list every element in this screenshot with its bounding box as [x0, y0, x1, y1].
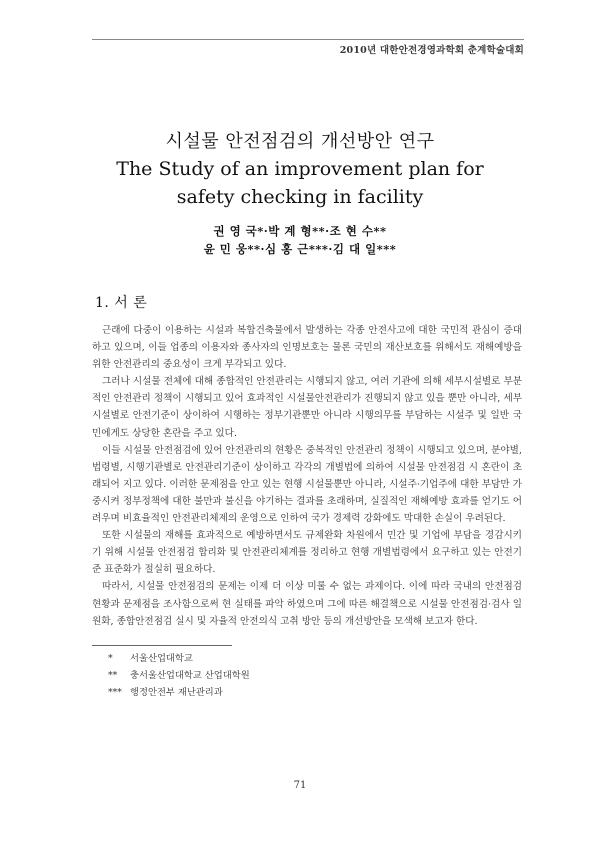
- authors-line1: 권 영 국*·박 계 형**·조 현 수**: [213, 224, 387, 238]
- conference-header: 2010년 대한안전경영과학회 춘계학술대회: [339, 45, 524, 56]
- title-korean: 시설물 안전점검의 개선방안 연구: [165, 131, 435, 152]
- paragraph-4: 또한 시설물의 재해를 효과적으로 예방하면서도 규제완화 차원에서 민간 및 기업에 부담을 경감시키기 위해 시설물 안전점검 합리화 및 안전관리체계를 정리하고 현행 개별법령에서 요구하고 있는 안전기준 표준화가 절실히 필요하다.: [92, 530, 522, 576]
- title-english-line1: The Study of an improvement plan for: [116, 158, 484, 180]
- footnote-text: 서울산업대학교: [130, 653, 193, 664]
- paragraph-3: 이들 시설물 안전점검에 있어 안전관리의 현황은 중복적인 안전관리 정책이 시행되고 있으며, 분야별, 법령별, 시행기관별로 안전관리기준이 상이하고 각각의 개별법에 의하여 시설물 안전점검 시 혼란이 초래되어 지고 있다. 이러한 문제점을 안고 있는 현행 시설물뿐만 아니라, 시설주·기업주에 대한 부담만 가중시켜 정부정책에 대한 불만과 불신을 야기하는 결과를 초래하며, 실질적인 재해예방 효과를 얻기도 어려우며 비효율적인 안전관리체제의 운영으로 인하여 국가 경제력 강화에도 막대한 손실이 우려된다.: [92, 444, 522, 525]
- footnote-mark: *: [108, 653, 113, 664]
- footnote-mark: ***: [108, 687, 122, 698]
- footnote-text: 행정안전부 재난관리과: [130, 687, 223, 698]
- paragraph-2: 그러나 시설물 전체에 대해 종합적인 안전관리는 시행되지 않고, 여러 기관에 의해 세부시설별로 부분적인 안전관리 정책이 시행되고 있어 효과적인 시설물안전관리가 진행되지 않고 있을 뿐만 아니라, 세부시설별로 안전기준이 상이하여 시행하는 정부기관뿐만 아니라 시행의무를 부담하는 시설주 및 일반 국민에게도 상당한 혼란을 주고 있다.: [92, 376, 522, 439]
- footnote-text: 충서울산업대학교 산업대학원: [130, 670, 250, 681]
- header-rule: [92, 39, 524, 40]
- paragraph-5: 따라서, 시설물 안전점검의 문제는 이제 더 이상 미룰 수 없는 과제이다. 이에 따라 국내의 안전점검 현황과 문제점을 조사함으로써 현 실태를 파악 하였으며 그에 따른 해결책으로 시설물 안전점검·검사 일원화, 종합안전점검 실시 및 자율적 안전의식 고취 방안 등의 개선방안을 모색해 보고자 한다.: [92, 581, 522, 627]
- footnote-mark: **: [108, 670, 118, 681]
- footnote-item: [108, 667, 250, 684]
- footnote-item: [108, 684, 250, 701]
- footnotes: [108, 650, 250, 701]
- footnote-item: [108, 650, 250, 667]
- title-english-line2: safety checking in facility: [176, 186, 424, 208]
- section-heading: 1. 서 론: [95, 295, 148, 311]
- authors-line2: 윤 민 웅**·심 홍 근***·김 대 일***: [203, 242, 397, 256]
- page-number: 71: [293, 780, 307, 791]
- paragraph-1: 근래에 다중이 이용하는 시설과 복합건축물에서 발생하는 각종 안전사고에 대한 국민적 관심이 증대하고 있으며, 이들 업종의 이용자와 종사자의 인명보호는 물론 국민의 재산보호를 위해서도 재해예방을 위한 안전관리의 중요성이 크게 부각되고 있다.: [92, 325, 522, 371]
- footnote-rule: [92, 645, 232, 646]
- body-text: [92, 322, 522, 630]
